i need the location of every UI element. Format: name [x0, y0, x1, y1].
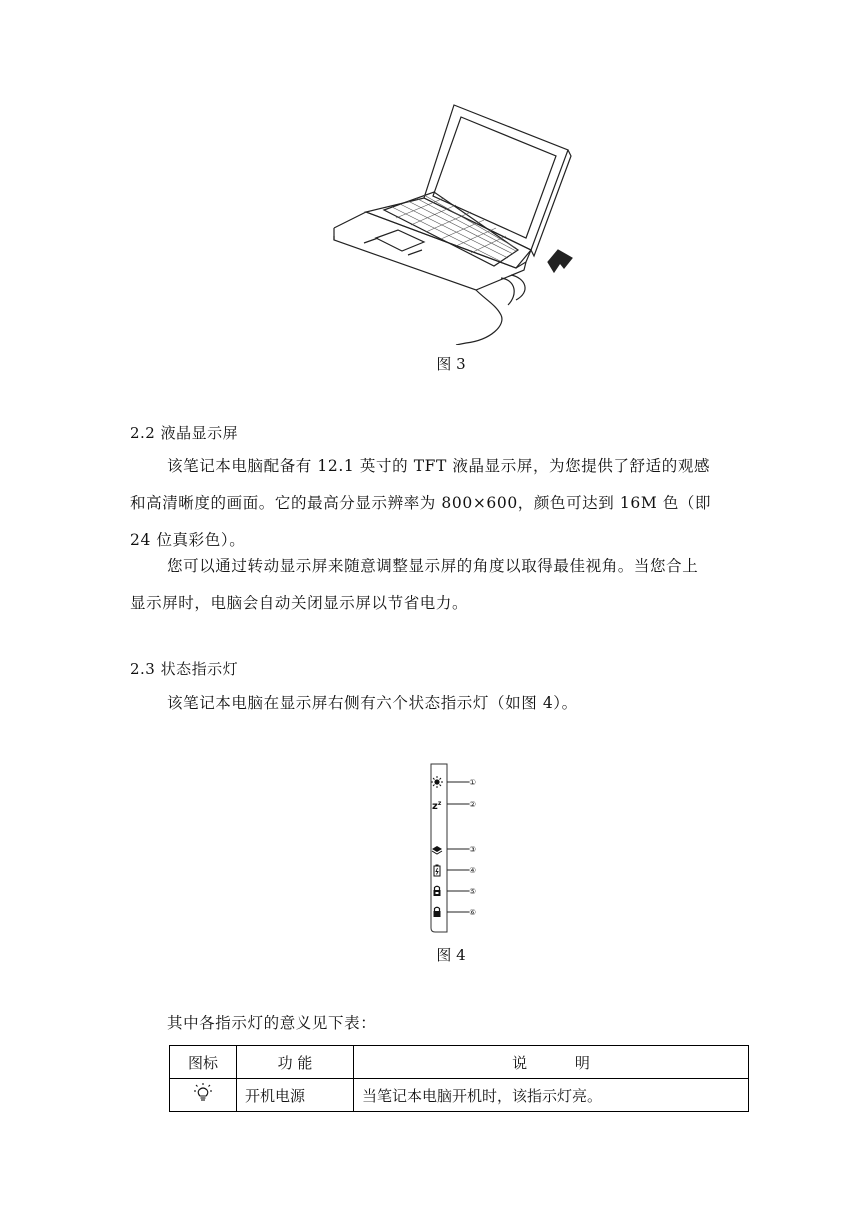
table-intro [130, 1005, 740, 1042]
table-header-row [170, 1046, 749, 1079]
section-2-2-paragraph-1 [130, 448, 740, 559]
paragraph-line: 其中各指示灯的意义见下表： [167, 1014, 377, 1032]
sleep-zz-icon: $z^z$ [432, 800, 442, 812]
section-2-2-heading: 2.2 液晶显示屏 [130, 424, 239, 442]
power-bulb-icon [191, 1082, 215, 1104]
figure-4-caption: 图 4 [436, 946, 466, 964]
power-sun-icon [431, 776, 443, 788]
indicator-label: ⑥ [469, 908, 477, 917]
num-lock-icon [434, 907, 441, 917]
battery-icon [434, 865, 440, 877]
indicator-table [169, 1045, 749, 1112]
laptop-figure [326, 100, 582, 345]
indicator-label: ④ [469, 866, 477, 875]
paragraph-line: 该笔记本电脑在显示屏右侧有六个状态指示灯（如图 4）。 [167, 694, 578, 712]
indicator-label: ② [469, 800, 477, 809]
indicator-label: ⑤ [469, 887, 477, 896]
paragraph-line: 24 位真彩色）。 [130, 531, 246, 549]
table-function-cell: 开机电源 [237, 1079, 354, 1112]
paragraph-line: 显示屏时，电脑会自动关闭显示屏以节省电力。 [130, 594, 469, 612]
indicator-label: ① [469, 778, 477, 787]
table-header-cell: 说 明 [354, 1046, 749, 1079]
section-2-3-paragraph [130, 685, 740, 722]
disk-icon [432, 846, 442, 854]
indicator-panel-figure [425, 762, 495, 934]
table-header-cell: 功 能 [237, 1046, 354, 1079]
table-header-cell: 图标 [170, 1046, 237, 1079]
section-2-3-heading: 2.3 状态指示灯 [130, 660, 239, 678]
section-2-2-paragraph-2 [130, 548, 740, 622]
table-description-cell: 当笔记本电脑开机时，该指示灯亮。 [354, 1079, 749, 1112]
paragraph-line: 您可以通过转动显示屏来随意调整显示屏的角度以取得最佳视角。当您合上 [167, 557, 699, 575]
caps-lock-icon [434, 886, 441, 896]
paragraph-line: 和高清晰度的画面。它的最高分显示辨率为 800×600，颜色可达到 16M 色（即 [130, 494, 712, 512]
table-row [170, 1079, 749, 1112]
table-icon-cell [170, 1079, 237, 1112]
paragraph-line: 该笔记本电脑配备有 12.1 英寸的 TFT 液晶显示屏，为您提供了舒适的观感 [167, 457, 711, 475]
figure-3-caption: 图 3 [436, 355, 466, 373]
indicator-label: ③ [469, 845, 477, 854]
